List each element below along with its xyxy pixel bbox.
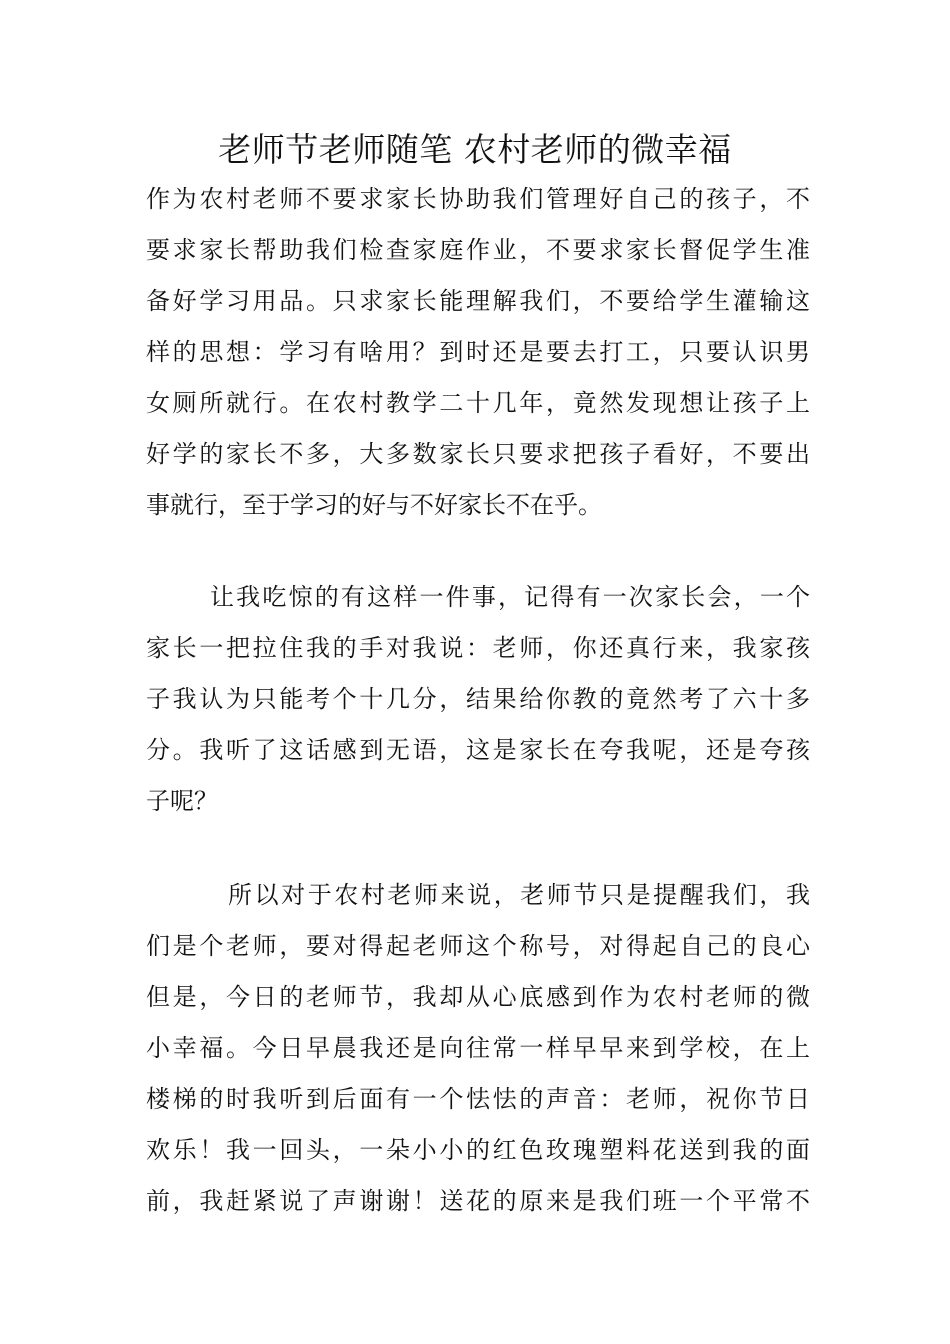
paragraph-line: 所以对于农村老师来说，老师节只是提醒我们，我 bbox=[228, 881, 810, 909]
paragraph-line: 女厕所就行。在农村教学二十几年，竟然发现想让孩子上 bbox=[146, 389, 810, 417]
paragraph-line: 子呢？ bbox=[146, 787, 218, 815]
document-title: 老师节老师随笔 农村老师的微幸福 bbox=[218, 130, 732, 169]
paragraph-line: 样的思想：学习有啥用？到时还是要去打工，只要认识男 bbox=[146, 338, 810, 366]
paragraph-line: 楼梯的时我听到后面有一个怯怯的声音：老师，祝你节日 bbox=[146, 1085, 810, 1113]
paragraph-line: 子我认为只能考个十几分，结果给你教的竟然考了六十多 bbox=[146, 685, 810, 713]
paragraph-3 bbox=[146, 870, 810, 1227]
paragraph-line: 小幸福。今日早晨我还是向往常一样早早来到学校，在上 bbox=[146, 1034, 810, 1062]
paragraph-line: 但是，今日的老师节，我却从心底感到作为农村老师的微 bbox=[146, 983, 810, 1011]
paragraph-line: 欢乐！我一回头，一朵小小的红色玫瑰塑料花送到我的面 bbox=[146, 1136, 810, 1164]
paragraph-line: 事就行，至于学习的好与不好家长不在乎。 bbox=[146, 491, 602, 519]
paragraph-line: 前，我赶紧说了声谢谢！送花的原来是我们班一个平常不 bbox=[146, 1187, 810, 1215]
paragraph-line: 备好学习用品。只求家长能理解我们，不要给学生灌输这 bbox=[146, 287, 810, 315]
paragraph-line: 家长一把拉住我的手对我说：老师，你还真行来，我家孩 bbox=[146, 634, 810, 662]
paragraph-line: 要求家长帮助我们检查家庭作业，不要求家长督促学生准 bbox=[146, 236, 810, 264]
paragraph-line: 分。我听了这话感到无语，这是家长在夸我呢，还是夸孩 bbox=[146, 736, 810, 764]
paragraph-2 bbox=[146, 572, 810, 827]
paragraph-1 bbox=[146, 174, 810, 531]
paragraph-line: 们是个老师，要对得起老师这个称号，对得起自己的良心 bbox=[146, 932, 810, 960]
paragraph-line: 让我吃惊的有这样一件事，记得有一次家长会，一个 bbox=[210, 583, 810, 611]
paragraph-line: 作为农村老师不要求家长协助我们管理好自己的孩子，不 bbox=[146, 185, 810, 213]
paragraph-line: 好学的家长不多，大多数家长只要求把孩子看好，不要出 bbox=[146, 440, 810, 468]
